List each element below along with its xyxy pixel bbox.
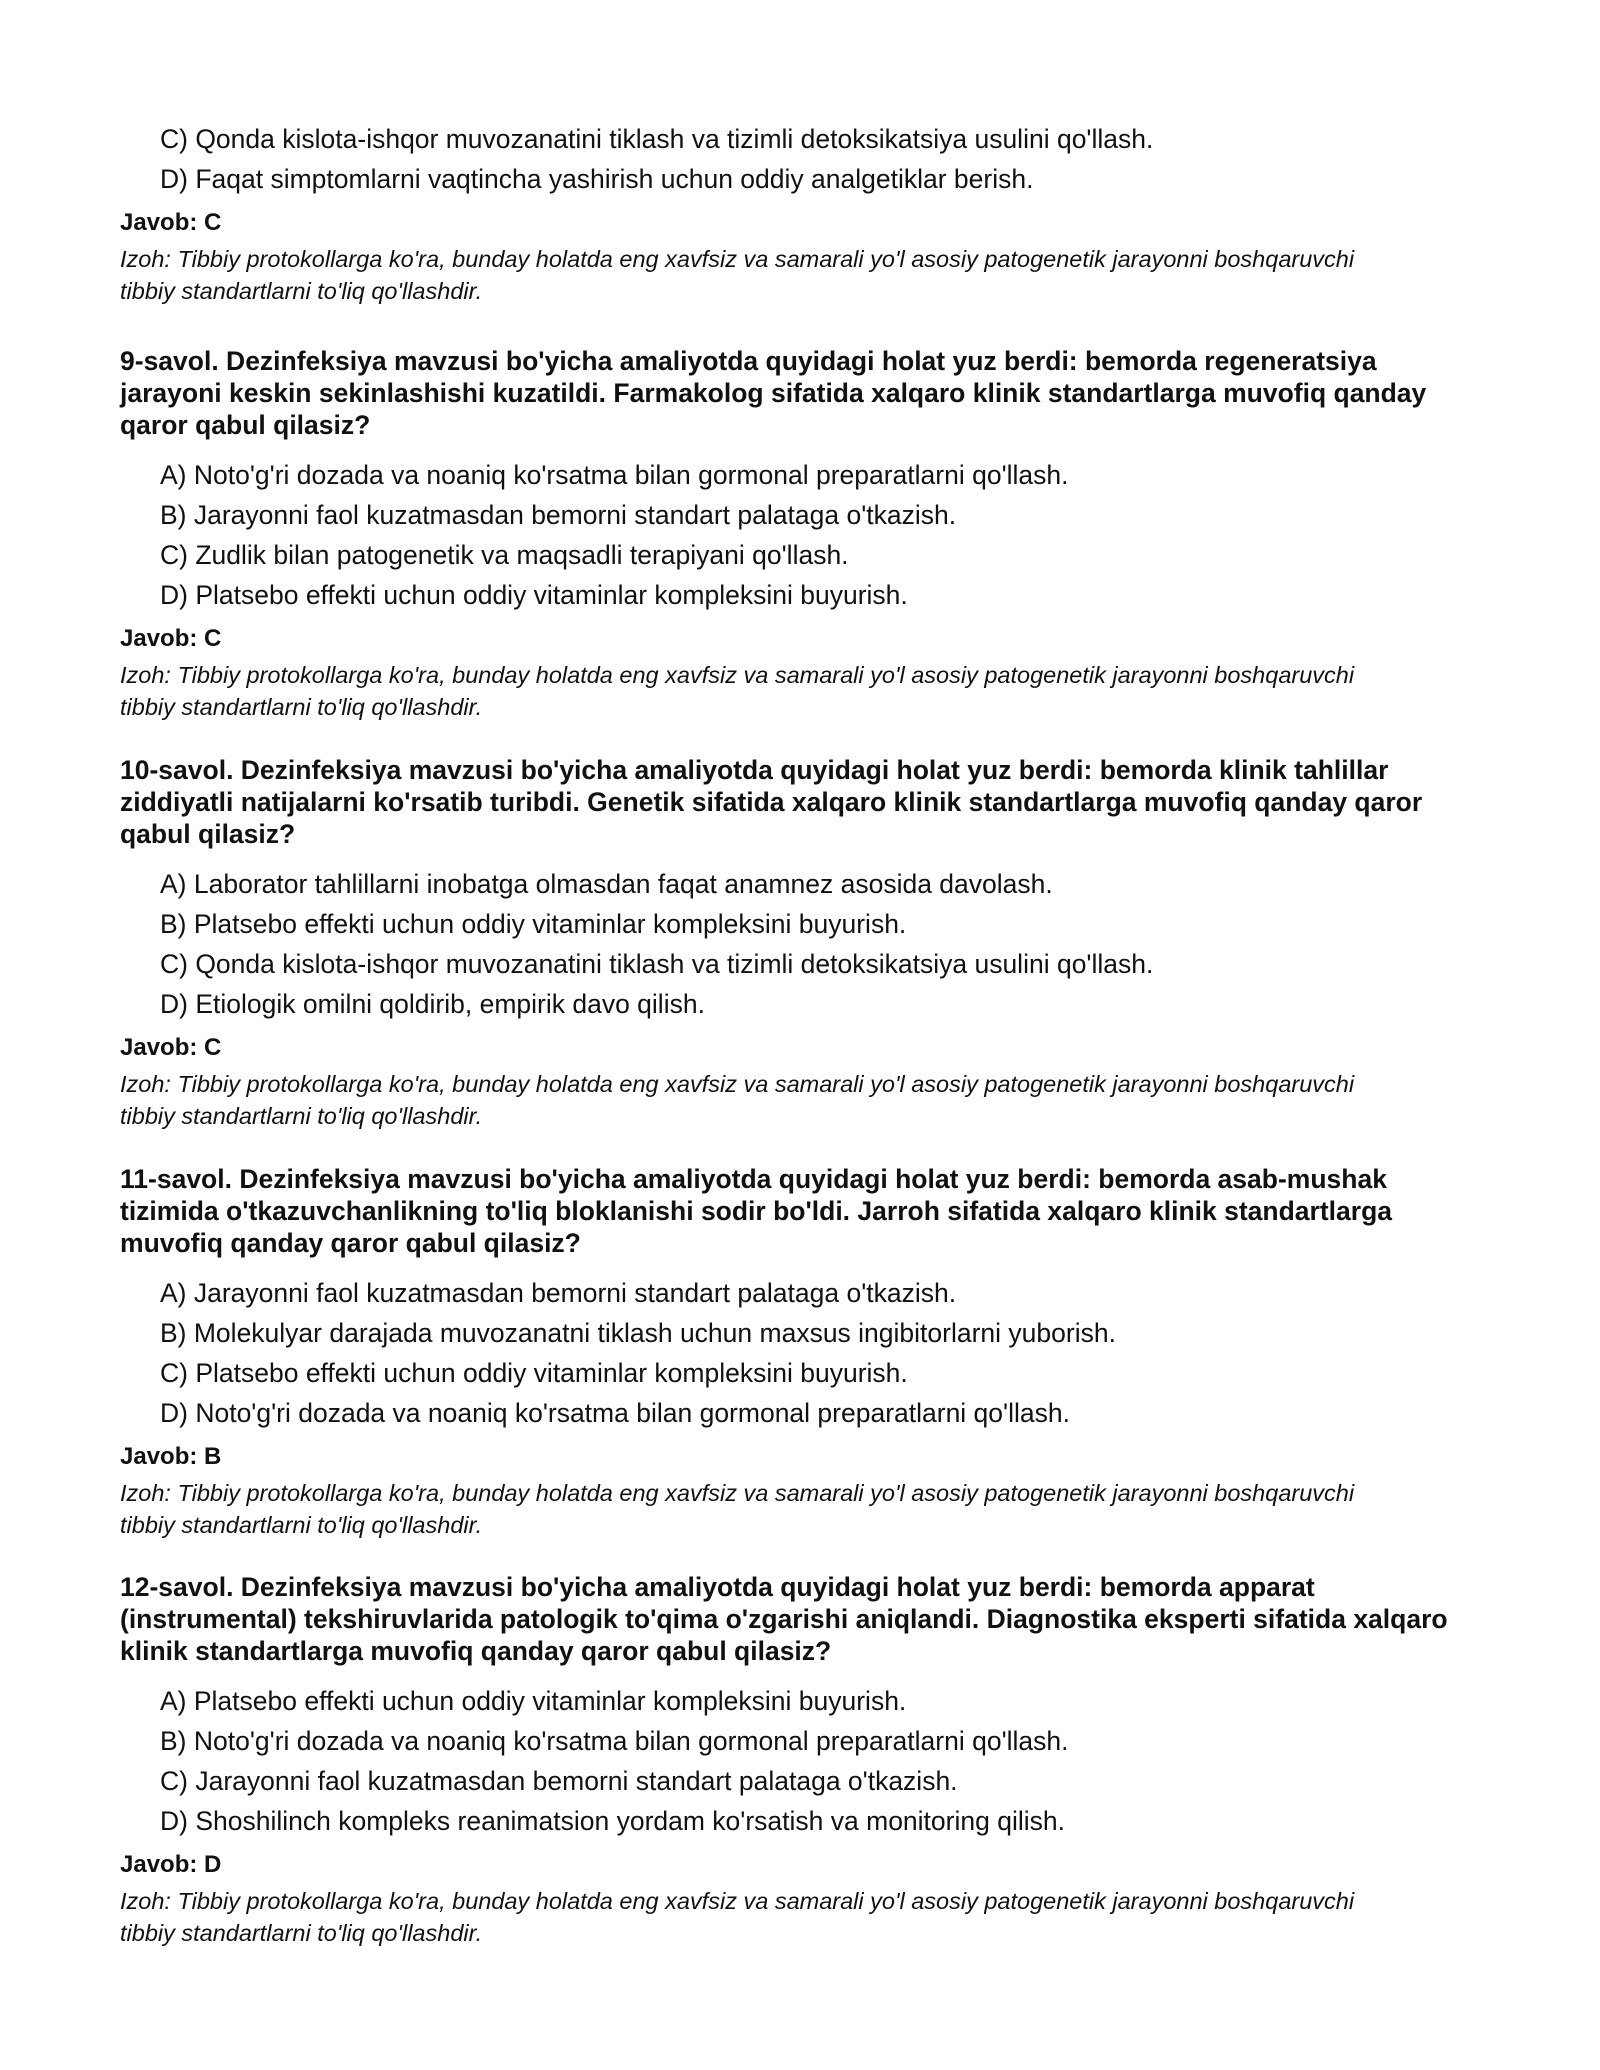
question-title: 11-savol. Dezinfeksiya mavzusi bo'yicha amaliyotda quyidagi holat yuz berdi: bemorda asab-mushak tizimida o'tkazuvchanlikning to'liq bloklanishi sodir bo'ldi. Jarroh sifatida xalqaro klinik standartlarga muvofiq qanday qaror qabul qilasiz? [120,1164,1393,1258]
answer: Javob: C [120,209,222,236]
option-a: A) Jarayonni faol kuzatmasdan bemorni standart palataga o'tkazish. [160,1278,957,1308]
option-a: A) Platsebo effekti uchun oddiy vitaminlar kompleksini buyurish. [160,1686,907,1716]
option-d: D) Noto'g'ri dozada va noaniq ko'rsatma bilan gormonal preparatlarni qo'llash. [160,1398,1070,1428]
answer: Javob: B [120,1443,222,1470]
option-c: C) Qonda kislota-ishqor muvozanatini tiklash va tizimli detoksikatsiya usulini qo'llash. [160,949,1154,979]
option-c: C) Jarayonni faol kuzatmasdan bemorni standart palataga o'tkazish. [160,1766,958,1796]
answer: Javob: C [120,625,222,652]
option-b: B) Molekulyar darajada muvozanatni tiklash uchun maxsus ingibitorlarni yuborish. [160,1318,1116,1348]
option-c: C) Qonda kislota-ishqor muvozanatini tiklash va tizimli detoksikatsiya usulini qo'llash. [160,124,1154,154]
question-12 [120,1571,1480,1949]
option-b: B) Noto'g'ri dozada va noaniq ko'rsatma bilan gormonal preparatlarni qo'llash. [160,1726,1069,1756]
question-title: 9-savol. Dezinfeksiya mavzusi bo'yicha amaliyotda quyidagi holat yuz berdi: bemorda regeneratsiya jarayoni keskin sekinlashishi kuzatildi. Farmakolog sifatida xalqaro klinik standartlarga muvofiq qanday qaror qabul qilasiz? [120,346,1427,440]
question-title: 12-savol. Dezinfeksiya mavzusi bo'yicha amaliyotda quyidagi holat yuz berdi: bemorda apparat (instrumental) tekshiruvlarida patologik to'qima o'zgarishi aniqlandi. Diagnostika eksperti sifatida xalqaro klinik standartlarga muvofiq qanday qaror qabul qilasiz? [120,1572,1448,1666]
question-title: 10-savol. Dezinfeksiya mavzusi bo'yicha amaliyotda quyidagi holat yuz berdi: bemorda klinik tahlillar ziddiyatli natijalarni ko'rsatib turibdi. Genetik sifatida xalqaro klinik standartlarga muvofiq qanday qaror qabul qilasiz? [120,755,1423,849]
option-d: D) Etiologik omilni qoldirib, empirik davo qilish. [160,989,705,1019]
option-d: D) Platsebo effekti uchun oddiy vitaminlar kompleksini buyurish. [160,580,908,610]
option-b: B) Jarayonni faol kuzatmasdan bemorni standart palataga o'tkazish. [160,500,957,530]
option-c: C) Platsebo effekti uchun oddiy vitaminlar kompleksini buyurish. [160,1358,908,1388]
question-11 [120,1163,1480,1541]
question-9 [120,345,1480,723]
option-b: B) Platsebo effekti uchun oddiy vitaminlar kompleksini buyurish. [160,909,907,939]
option-a: A) Noto'g'ri dozada va noaniq ko'rsatma bilan gormonal preparatlarni qo'llash. [160,460,1069,490]
question-10 [120,754,1480,1132]
explanation-note: Izoh: Tibbiy protokollarga ko'ra, bunday holatda eng xavfsiz va samarali yo'l asosiy patogenetik jarayonni boshqaruvchi tibbiy standartlarni to'liq qo'llashdir. [120,1888,1355,1946]
option-a: A) Laborator tahlillarni inobatga olmasdan faqat anamnez asosida davolash. [160,869,1053,899]
option-d: D) Faqat simptomlarni vaqtincha yashirish uchun oddiy analgetiklar berish. [160,164,1034,194]
option-c: C) Zudlik bilan patogenetik va maqsadli terapiyani qo'llash. [160,540,849,570]
option-d: D) Shoshilinch kompleks reanimatsion yordam ko'rsatish va monitoring qilish. [160,1806,1065,1836]
answer: Javob: C [120,1034,222,1061]
explanation-note: Izoh: Tibbiy protokollarga ko'ra, bunday holatda eng xavfsiz va samarali yo'l asosiy patogenetik jarayonni boshqaruvchi tibbiy standartlarni to'liq qo'llashdir. [120,662,1355,720]
explanation-note: Izoh: Tibbiy protokollarga ko'ra, bunday holatda eng xavfsiz va samarali yo'l asosiy patogenetik jarayonni boshqaruvchi tibbiy standartlarni to'liq qo'llashdir. [120,246,1355,304]
answer: Javob: D [120,1851,222,1878]
continued-question [120,119,1480,307]
explanation-note: Izoh: Tibbiy protokollarga ko'ra, bunday holatda eng xavfsiz va samarali yo'l asosiy patogenetik jarayonni boshqaruvchi tibbiy standartlarni to'liq qo'llashdir. [120,1480,1355,1538]
explanation-note: Izoh: Tibbiy protokollarga ko'ra, bunday holatda eng xavfsiz va samarali yo'l asosiy patogenetik jarayonni boshqaruvchi tibbiy standartlarni to'liq qo'llashdir. [120,1071,1355,1129]
